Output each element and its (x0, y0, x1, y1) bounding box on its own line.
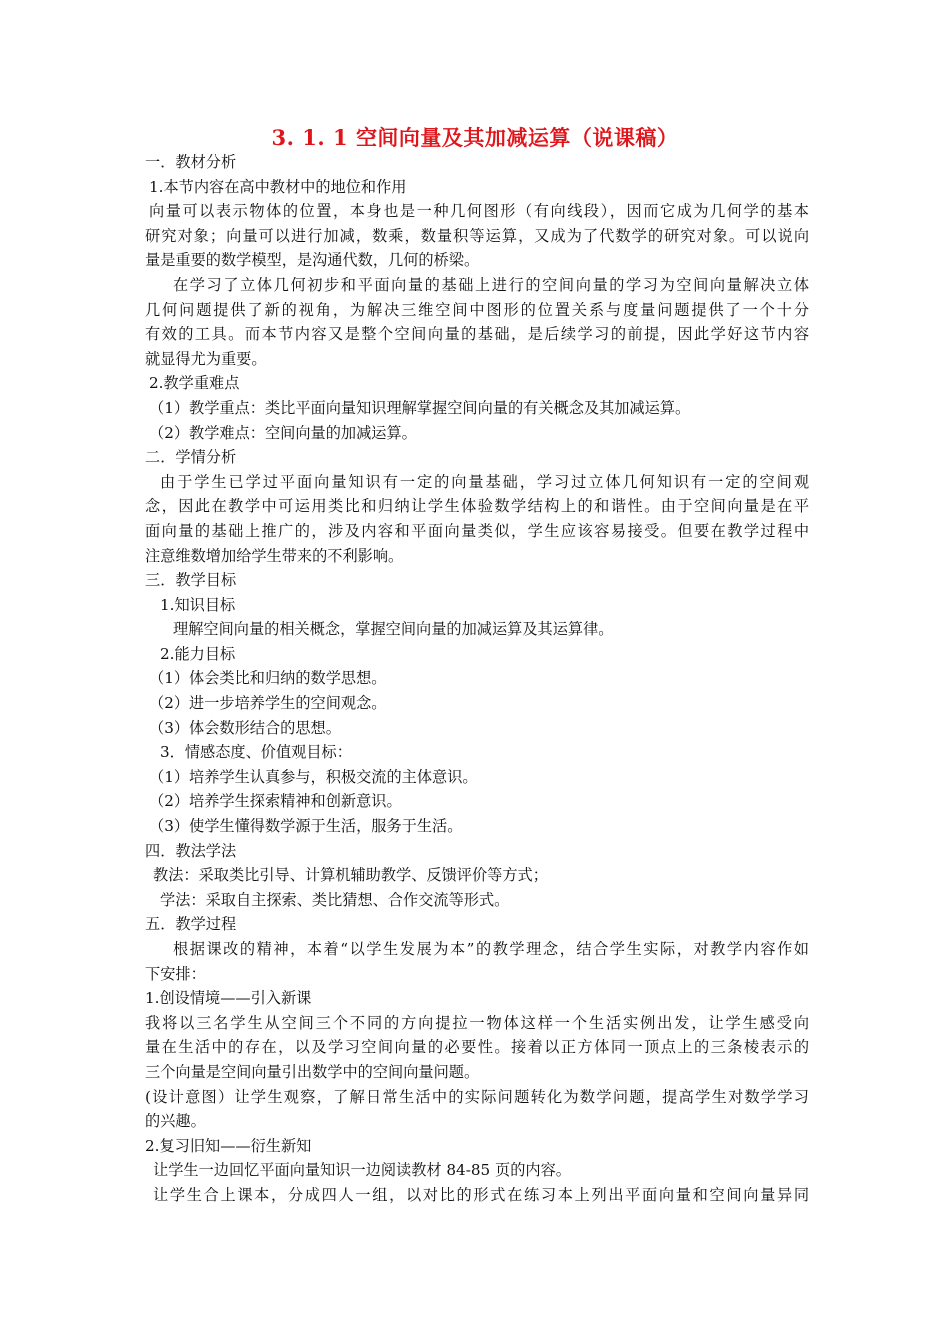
subsection-heading: 1.创设情境——引入新课 (145, 989, 312, 1008)
paragraph-line: 学法：采取自主探索、类比猜想、合作交流等形式。 (160, 890, 510, 909)
document-title: 3. 1. 1 空间向量及其加减运算（说课稿） (271, 125, 679, 150)
list-item: （2）培养学生探索精神和创新意识。 (149, 792, 402, 811)
paragraph-line: 几何问题提供了新的视角，为解决三维空间中图形的位置关系与度量问题提供了一个十分 (145, 300, 809, 319)
paragraph-line: 量是重要的数学模型，是沟通代数，几何的桥梁。 (145, 251, 480, 270)
section-heading: 三．教学目标 (145, 571, 237, 590)
list-item: （3）体会数形结合的思想。 (149, 718, 341, 737)
paragraph-line: 向量可以表示物体的位置，本身也是一种几何图形（有向线段），因而它成为几何学的基本 (149, 202, 809, 221)
list-item: （1）教学重点：类比平面向量知识理解掌握空间向量的有关概念及其加减运算。 (149, 398, 691, 417)
list-item: （1）体会类比和归纳的数学思想。 (149, 669, 387, 688)
list-item: （2）教学难点：空间向量的加减运算。 (149, 423, 417, 442)
list-item: （2）进一步培养学生的空间观念。 (149, 694, 387, 713)
paragraph-line: 就显得尤为重要。 (145, 349, 267, 368)
paragraph-line: 有效的工具。而本节内容又是整个空间向量的基础，是后续学习的前提，因此学好这节内容 (145, 325, 809, 344)
paragraph-line: 面向量的基础上推广的，涉及内容和平面向量类似，学生应该容易接受。但要在教学过程中 (145, 521, 809, 540)
document-body (145, 150, 809, 1208)
paragraph-line: 让学生一边回忆平面向量知识一边阅读教材 84-85 页的内容。 (153, 1161, 571, 1180)
paragraph-line: 教法：采取类比引导、计算机辅助教学、反馈评价等方式； (153, 866, 548, 885)
paragraph-line: 三个向量是空间向量引出数学中的空间向量问题。 (145, 1062, 480, 1081)
paragraph-line: 研究对象；向量可以进行加减，数乘，数量积等运算，又成为了代数学的研究对象。可以说向 (145, 226, 809, 245)
paragraph-line: 由于学生已学过平面向量知识有一定的向量基础，学习过立体几何知识有一定的空间观 (160, 472, 809, 491)
section-heading: 五．教学过程 (145, 915, 237, 934)
list-item: （1）培养学生认真参与，积极交流的主体意识。 (149, 767, 478, 786)
paragraph-line: 在学习了立体几何初步和平面向量的基础上进行的空间向量的学习为空间向量解决立体 (173, 275, 809, 294)
subsection-heading: 1.知识目标 (160, 595, 236, 614)
section-heading: 一．教材分析 (145, 153, 237, 171)
paragraph-line: (设计意图）让学生观察，了解日常生活中的实际问题转化为数学问题，提高学生对数学学习 (145, 1087, 809, 1106)
subsection-heading: 3．情感态度、价值观目标： (160, 743, 352, 762)
paragraph-line: 注意维数增加给学生带来的不利影响。 (145, 546, 404, 565)
paragraph-line: 的兴趣。 (145, 1112, 206, 1131)
subsection-heading: 2.复习旧知——衍生新知 (145, 1136, 312, 1155)
subsection-heading: 1.本节内容在高中教材中的地位和作用 (149, 177, 407, 196)
section-heading: 四．教法学法 (145, 841, 237, 860)
subsection-heading: 2.教学重难点 (149, 374, 240, 393)
paragraph-line: 我将以三名学生从空间三个不同的方向提拉一物体这样一个生活实例出发，让学生感受向 (145, 1013, 809, 1032)
paragraph-line: 让学生合上课本，分成四人一组，以对比的形式在练习本上列出平面向量和空间向量异同 (153, 1185, 809, 1204)
list-item: （3）使学生懂得数学源于生活，服务于生活。 (149, 817, 463, 836)
section-heading: 二．学情分析 (145, 448, 237, 467)
paragraph-line: 下安排： (145, 964, 206, 983)
subsection-heading: 2.能力目标 (160, 644, 236, 663)
paragraph-line: 理解空间向量的相关概念，掌握空间向量的加减运算及其运算律。 (173, 620, 614, 639)
paragraph-line: 根据课改的精神，本着“以学生发展为本”的教学理念，结合学生实际，对教学内容作如 (173, 940, 809, 958)
paragraph-line: 念，因此在教学中可运用类比和归纳让学生体验数学结构上的和谐性。由于空间向量是在平 (145, 497, 809, 516)
paragraph-line: 量在生活中的存在，以及学习空间向量的必要性。接着以正方体同一顶点上的三条棱表示的 (145, 1038, 809, 1057)
